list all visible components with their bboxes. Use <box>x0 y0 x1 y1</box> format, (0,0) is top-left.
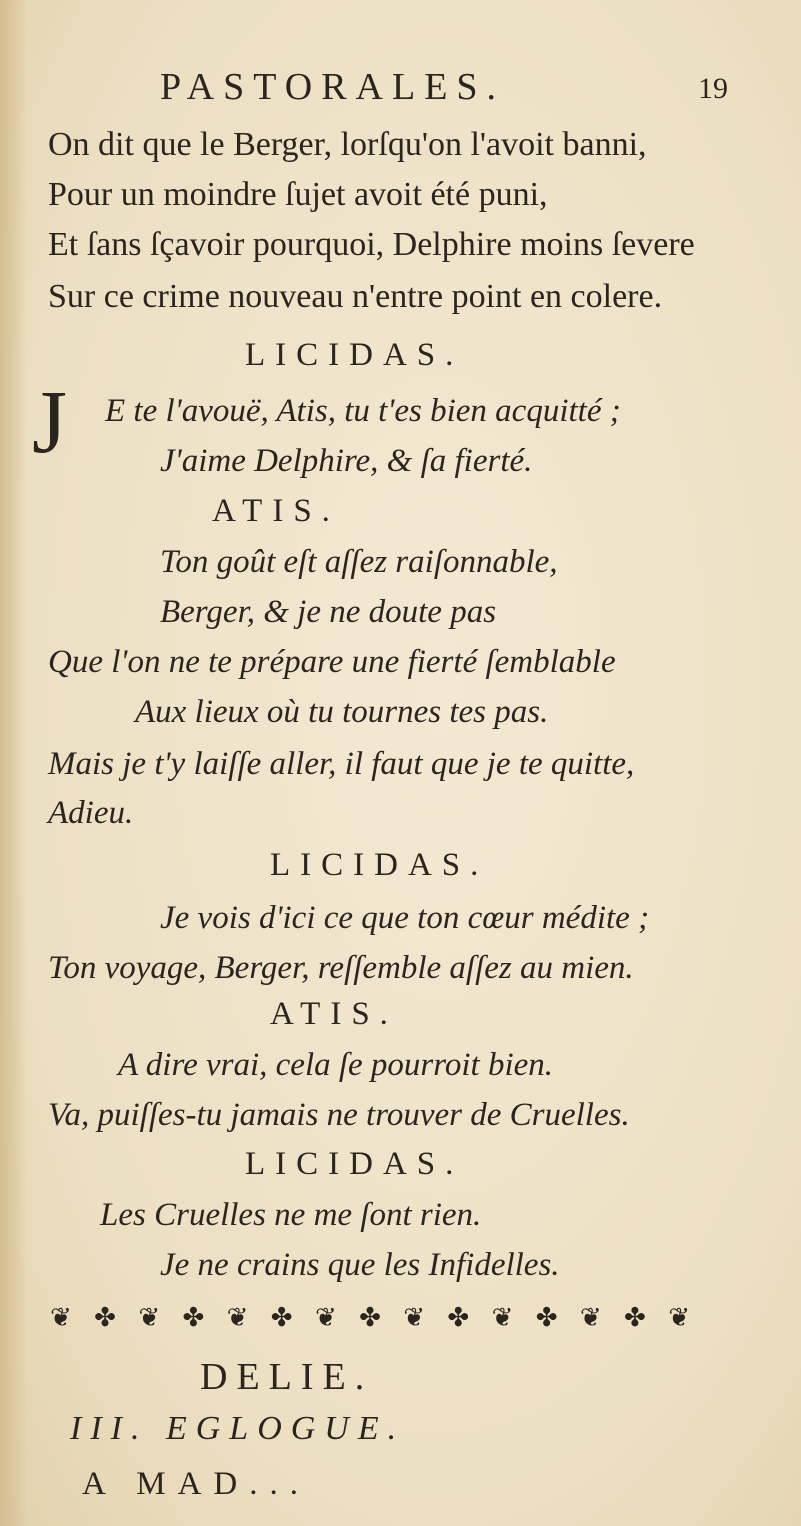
verse-line: Adieu. <box>48 795 134 831</box>
fleuron-icon: ✤ <box>624 1303 646 1333</box>
speaker-name: ATIS. <box>270 996 398 1032</box>
page-edge-shadow <box>0 0 28 1526</box>
speaker-name: LICIDAS. <box>245 337 464 373</box>
fleuron-icon: ❦ <box>579 1303 602 1333</box>
verse-line: Berger, & je ne doute pas <box>160 594 497 630</box>
verse-line: Pour un moindre ſujet avoit été puni, <box>48 176 548 213</box>
dedication: A MAD... <box>82 1466 311 1502</box>
fleuron-icon: ❦ <box>668 1303 690 1333</box>
verse-line: Mais je t'y laiſſe aller, il faut que je te quitte, <box>48 746 635 782</box>
fleuron-icon: ✤ <box>447 1303 470 1333</box>
verse-line: J'aime Delphire, & ſa fierté. <box>160 443 533 479</box>
verse-line: Que l'on ne te prépare une fierté ſemblable <box>48 644 616 680</box>
verse-line: Sur ce crime nouveau n'entre point en colere. <box>48 278 663 315</box>
eclogue-heading: III. EGLOGUE. <box>70 1410 406 1447</box>
speaker-name: LICIDAS. <box>270 847 489 883</box>
fleuron-icon: ❦ <box>138 1303 161 1333</box>
fleuron-icon: ✤ <box>182 1303 205 1333</box>
fleuron-icon: ✤ <box>359 1303 381 1333</box>
verse-line: Et ſans ſçavoir pourquoi, Delphire moins ſevere <box>48 226 695 263</box>
verse-line: Va, puiſſes-tu jamais ne trouver de Cruelles. <box>48 1097 630 1133</box>
speaker-name: ATIS. <box>212 493 340 529</box>
fleuron-icon: ❦ <box>226 1303 249 1333</box>
speaker-name: LICIDAS. <box>245 1146 464 1182</box>
verse-line: Je ne crains que les Infidelles. <box>160 1247 560 1283</box>
verse-line: Je vois d'ici ce que ton cœur médite ; <box>160 900 650 936</box>
fleuron-icon: ❦ <box>491 1303 514 1333</box>
drop-capital: J <box>32 373 68 472</box>
verse-line: A dire vrai, cela ſe pourroit bien. <box>118 1047 554 1083</box>
fleuron-icon: ❦ <box>403 1303 426 1333</box>
verse-line: On dit que le Berger, lorſqu'on l'avoit banni, <box>48 126 647 163</box>
fleuron-icon: ✤ <box>270 1303 293 1333</box>
poem-title: DELIE. <box>200 1356 374 1398</box>
fleuron-icon: ❦ <box>50 1303 72 1333</box>
fleuron-band <box>50 1302 690 1334</box>
verse-line: Aux lieux où tu tournes tes pas. <box>135 694 549 730</box>
page-number: 19 <box>698 72 728 105</box>
fleuron-icon: ❦ <box>314 1303 337 1333</box>
verse-line: Ton voyage, Berger, reſſemble aſſez au mien. <box>48 950 634 986</box>
verse-line: Les Cruelles ne me ſont rien. <box>100 1197 482 1233</box>
fleuron-icon: ✤ <box>94 1303 116 1333</box>
running-head: PASTORALES. <box>160 66 506 108</box>
verse-line: E te l'avouë, Atis, tu t'es bien acquitté ; <box>105 393 621 429</box>
verse-line: Ton goût eſt aſſez raiſonnable, <box>160 544 558 580</box>
fleuron-icon: ✤ <box>535 1303 558 1333</box>
